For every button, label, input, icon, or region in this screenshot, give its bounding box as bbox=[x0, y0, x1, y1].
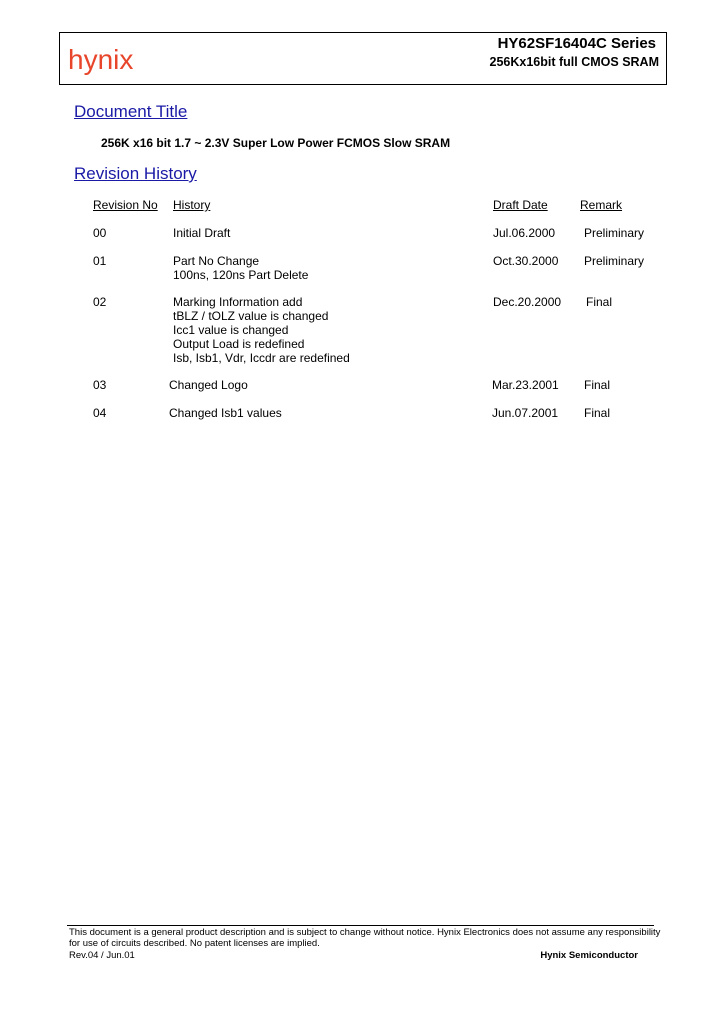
column-header-remark: Remark bbox=[580, 198, 623, 212]
revision-table bbox=[0, 0, 720, 450]
revision-number: 00 bbox=[93, 226, 107, 240]
logo-text: hynix bbox=[68, 44, 134, 75]
remark: Preliminary bbox=[584, 226, 645, 240]
history-cell bbox=[173, 226, 230, 240]
revision-number: 04 bbox=[93, 406, 107, 420]
revision-number: 03 bbox=[93, 378, 107, 392]
disclaimer-line: for use of circuits described. No patent licenses are implied. bbox=[69, 938, 320, 949]
history-line: Initial Draft bbox=[173, 226, 231, 240]
revision-number: 02 bbox=[93, 295, 107, 309]
history-line: Changed Isb1 values bbox=[169, 406, 282, 420]
history-line: 100ns, 120ns Part Delete bbox=[173, 268, 309, 282]
remark: Final bbox=[586, 295, 613, 309]
draft-date: Oct.30.2000 bbox=[493, 254, 559, 268]
history-cell bbox=[169, 378, 248, 392]
history-line: tBLZ / tOLZ value is changed bbox=[173, 309, 329, 323]
history-line: Part No Change bbox=[173, 254, 260, 268]
column-header-revision: Revision No bbox=[93, 198, 158, 212]
footer-disclaimer bbox=[69, 927, 669, 949]
history-line: Marking Information add bbox=[173, 295, 303, 309]
remark: Final bbox=[584, 378, 611, 392]
column-header-date: Draft Date bbox=[493, 198, 548, 212]
draft-date: Mar.23.2001 bbox=[492, 378, 559, 392]
disclaimer-line: This document is a general product description and is subject to change without notice. Hynix Electronics does not assume any responsibility bbox=[69, 927, 661, 938]
series-title: HY62SF16404C Series bbox=[497, 35, 656, 52]
document-title-text: 256K x16 bit 1.7 ~ 2.3V Super Low Power FCMOS Slow SRAM bbox=[101, 136, 451, 150]
remark: Final bbox=[584, 406, 611, 420]
revision-number: 01 bbox=[93, 254, 107, 268]
draft-date: Dec.20.2000 bbox=[493, 295, 562, 309]
draft-date: Jun.07.2001 bbox=[492, 406, 559, 420]
document-title-heading: Document Title bbox=[74, 102, 188, 121]
series-subtitle: 256Kx16bit full CMOS SRAM bbox=[489, 55, 659, 69]
history-cell bbox=[169, 406, 282, 420]
draft-date: Jul.06.2000 bbox=[493, 226, 556, 240]
footer-revision: Rev.04 / Jun.01 bbox=[69, 950, 135, 961]
remark: Preliminary bbox=[584, 254, 645, 268]
footer-company: Hynix Semiconductor bbox=[540, 950, 638, 961]
history-cell bbox=[173, 295, 350, 365]
revision-history-heading: Revision History bbox=[74, 164, 197, 183]
history-line: Isb, Isb1, Vdr, Iccdr are redefined bbox=[173, 351, 350, 365]
history-line: Changed Logo bbox=[169, 378, 248, 392]
history-line: Icc1 value is changed bbox=[173, 323, 289, 337]
column-header-history: History bbox=[173, 198, 211, 212]
history-cell bbox=[173, 254, 308, 282]
history-line: Output Load is redefined bbox=[173, 337, 305, 351]
footer-divider bbox=[67, 925, 654, 926]
